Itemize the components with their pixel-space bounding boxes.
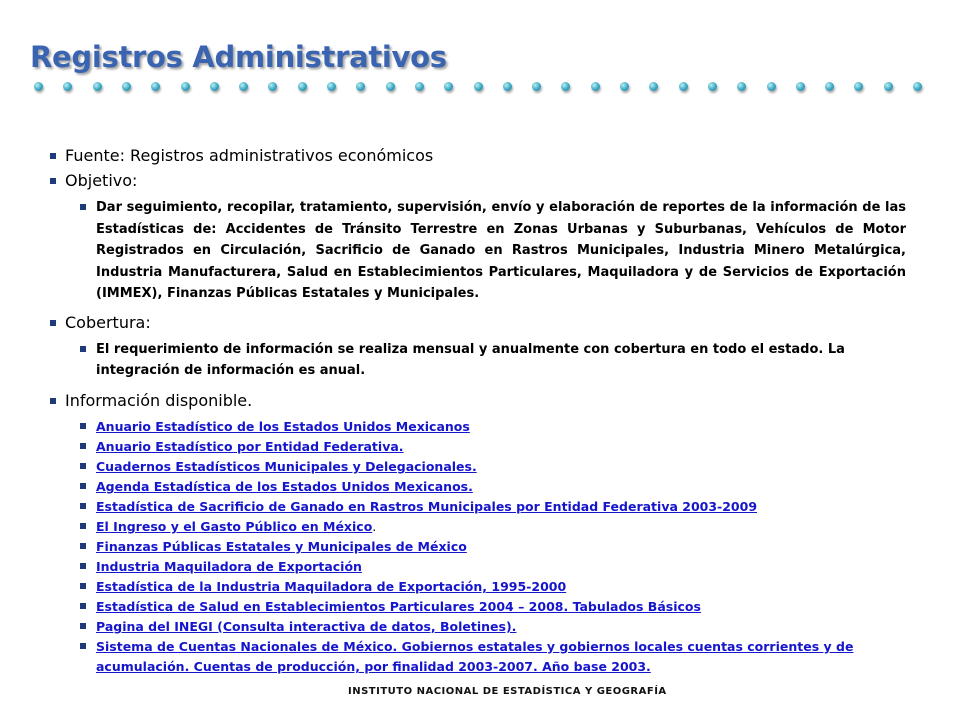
square-bullet-icon xyxy=(50,178,56,184)
divider-dot xyxy=(327,82,336,91)
page-title: Registros Administrativos xyxy=(30,40,447,74)
links-list xyxy=(50,417,906,677)
square-bullet-icon xyxy=(80,443,86,449)
list-item xyxy=(50,477,906,497)
list-item xyxy=(50,637,906,677)
square-bullet-icon xyxy=(80,483,86,489)
divider-dot xyxy=(796,82,805,91)
square-bullet-icon xyxy=(80,346,86,352)
informacion-item xyxy=(50,391,906,411)
square-bullet-icon xyxy=(80,583,86,589)
divider-dot xyxy=(620,82,629,91)
cobertura-item xyxy=(50,313,906,333)
square-bullet-icon xyxy=(50,320,56,326)
divider-dot xyxy=(93,82,102,91)
square-bullet-icon xyxy=(80,463,86,469)
list-item xyxy=(50,577,906,597)
list-item xyxy=(50,457,906,477)
resource-link[interactable]: Sistema de Cuentas Nacionales de México. Gobiernos estatales y gobiernos locales cuentas corrientes y de acumulación. Cuentas de producción, por finalidad 2003-2007. Año base 2003. xyxy=(96,638,854,674)
link-suffix: . xyxy=(372,518,377,534)
divider-dot xyxy=(181,82,190,91)
divider-dot xyxy=(767,82,776,91)
list-item xyxy=(50,597,906,617)
square-bullet-icon xyxy=(50,398,56,404)
square-bullet-icon xyxy=(80,423,86,429)
divider-dot xyxy=(825,82,834,91)
objetivo-description xyxy=(50,197,906,305)
square-bullet-icon xyxy=(80,204,86,210)
divider-dot xyxy=(474,82,483,91)
decorative-dot-divider xyxy=(34,80,934,94)
divider-dot xyxy=(34,82,43,91)
square-bullet-icon xyxy=(80,543,86,549)
divider-dot xyxy=(210,82,219,91)
divider-dot xyxy=(63,82,72,91)
resource-link[interactable]: Anuario Estadístico por Entidad Federativa. xyxy=(96,438,404,454)
list-item xyxy=(50,437,906,457)
divider-dot xyxy=(532,82,541,91)
resource-link[interactable]: Estadística de Salud en Establecimientos Particulares 2004 – 2008. Tabulados Básicos xyxy=(96,598,701,614)
divider-dot xyxy=(151,82,160,91)
objetivo-label: Objetivo: xyxy=(65,171,138,190)
resource-link[interactable]: Cuadernos Estadísticos Municipales y Delegacionales. xyxy=(96,458,477,474)
divider-dot xyxy=(386,82,395,91)
square-bullet-icon xyxy=(50,153,56,159)
footer-institution: INSTITUTO NACIONAL DE ESTADÍSTICA Y GEOGRAFÍA xyxy=(348,686,667,697)
divider-dot xyxy=(913,82,922,91)
divider-dot xyxy=(884,82,893,91)
cobertura-text: El requerimiento de información se realiza mensual y anualmente con cobertura en todo el estado. La integración de información es anual. xyxy=(96,341,845,378)
resource-link[interactable]: Estadística de la Industria Maquiladora de Exportación, 1995-2000 xyxy=(96,578,567,594)
resource-link[interactable]: Pagina del INEGI (Consulta interactiva de datos, Boletines). xyxy=(96,618,517,634)
list-item xyxy=(50,497,906,517)
fuente-item xyxy=(50,146,906,166)
square-bullet-icon xyxy=(80,623,86,629)
divider-dot xyxy=(122,82,131,91)
list-item xyxy=(50,537,906,557)
objetivo-text: Dar seguimiento, recopilar, tratamiento, supervisión, envío y elaboración de reportes de la información de las Estadísticas de: Accidentes de Tránsito Terrestre en Zonas Urbanas y Suburbanas, Vehículos de Motor Registrados en Circulación, Sacrificio de Ganado en Rastros Municipales, Industria Minero Metalúrgica, Industria Manufacturera, Salud en Establecimientos Particulares, Maquiladora y de Servicios de Exportación (IMMEX), Finanzas Públicas Estatales y Municipales. xyxy=(96,200,906,302)
square-bullet-icon xyxy=(80,503,86,509)
divider-dot xyxy=(298,82,307,91)
list-item xyxy=(50,417,906,437)
square-bullet-icon xyxy=(80,563,86,569)
resource-link[interactable]: Finanzas Públicas Estatales y Municipales de México xyxy=(96,538,467,554)
cobertura-label: Cobertura: xyxy=(65,312,151,332)
list-item xyxy=(50,557,906,577)
divider-dot xyxy=(356,82,365,91)
resource-link[interactable]: Anuario Estadístico de los Estados Unidos Mexicanos xyxy=(96,418,470,434)
divider-dot xyxy=(591,82,600,91)
square-bullet-icon xyxy=(80,603,86,609)
objetivo-item xyxy=(50,171,906,191)
square-bullet-icon xyxy=(80,523,86,529)
divider-dot xyxy=(503,82,512,91)
divider-dot xyxy=(649,82,658,91)
divider-dot xyxy=(239,82,248,91)
informacion-label: Información disponible. xyxy=(65,390,253,410)
resource-link[interactable]: Agenda Estadística de los Estados Unidos Mexicanos. xyxy=(96,478,473,494)
divider-dot xyxy=(268,82,277,91)
square-bullet-icon xyxy=(80,643,86,649)
divider-dot xyxy=(854,82,863,91)
resource-link[interactable]: Estadística de Sacrificio de Ganado en Rastros Municipales por Entidad Federativa 2003-2009 xyxy=(96,498,758,514)
divider-dot xyxy=(415,82,424,91)
cobertura-description xyxy=(50,339,906,381)
divider-dot xyxy=(708,82,717,91)
resource-link[interactable]: Industria Maquiladora de Exportación xyxy=(96,558,362,574)
resource-link[interactable]: El Ingreso y el Gasto Público en México xyxy=(96,518,373,534)
divider-dot xyxy=(737,82,746,91)
fuente-text: Fuente: Registros administrativos económicos xyxy=(65,146,434,165)
list-item xyxy=(50,617,906,637)
divider-dot xyxy=(679,82,688,91)
divider-dot xyxy=(561,82,570,91)
main-content xyxy=(50,146,906,677)
divider-dot xyxy=(444,82,453,91)
list-item xyxy=(50,517,906,537)
